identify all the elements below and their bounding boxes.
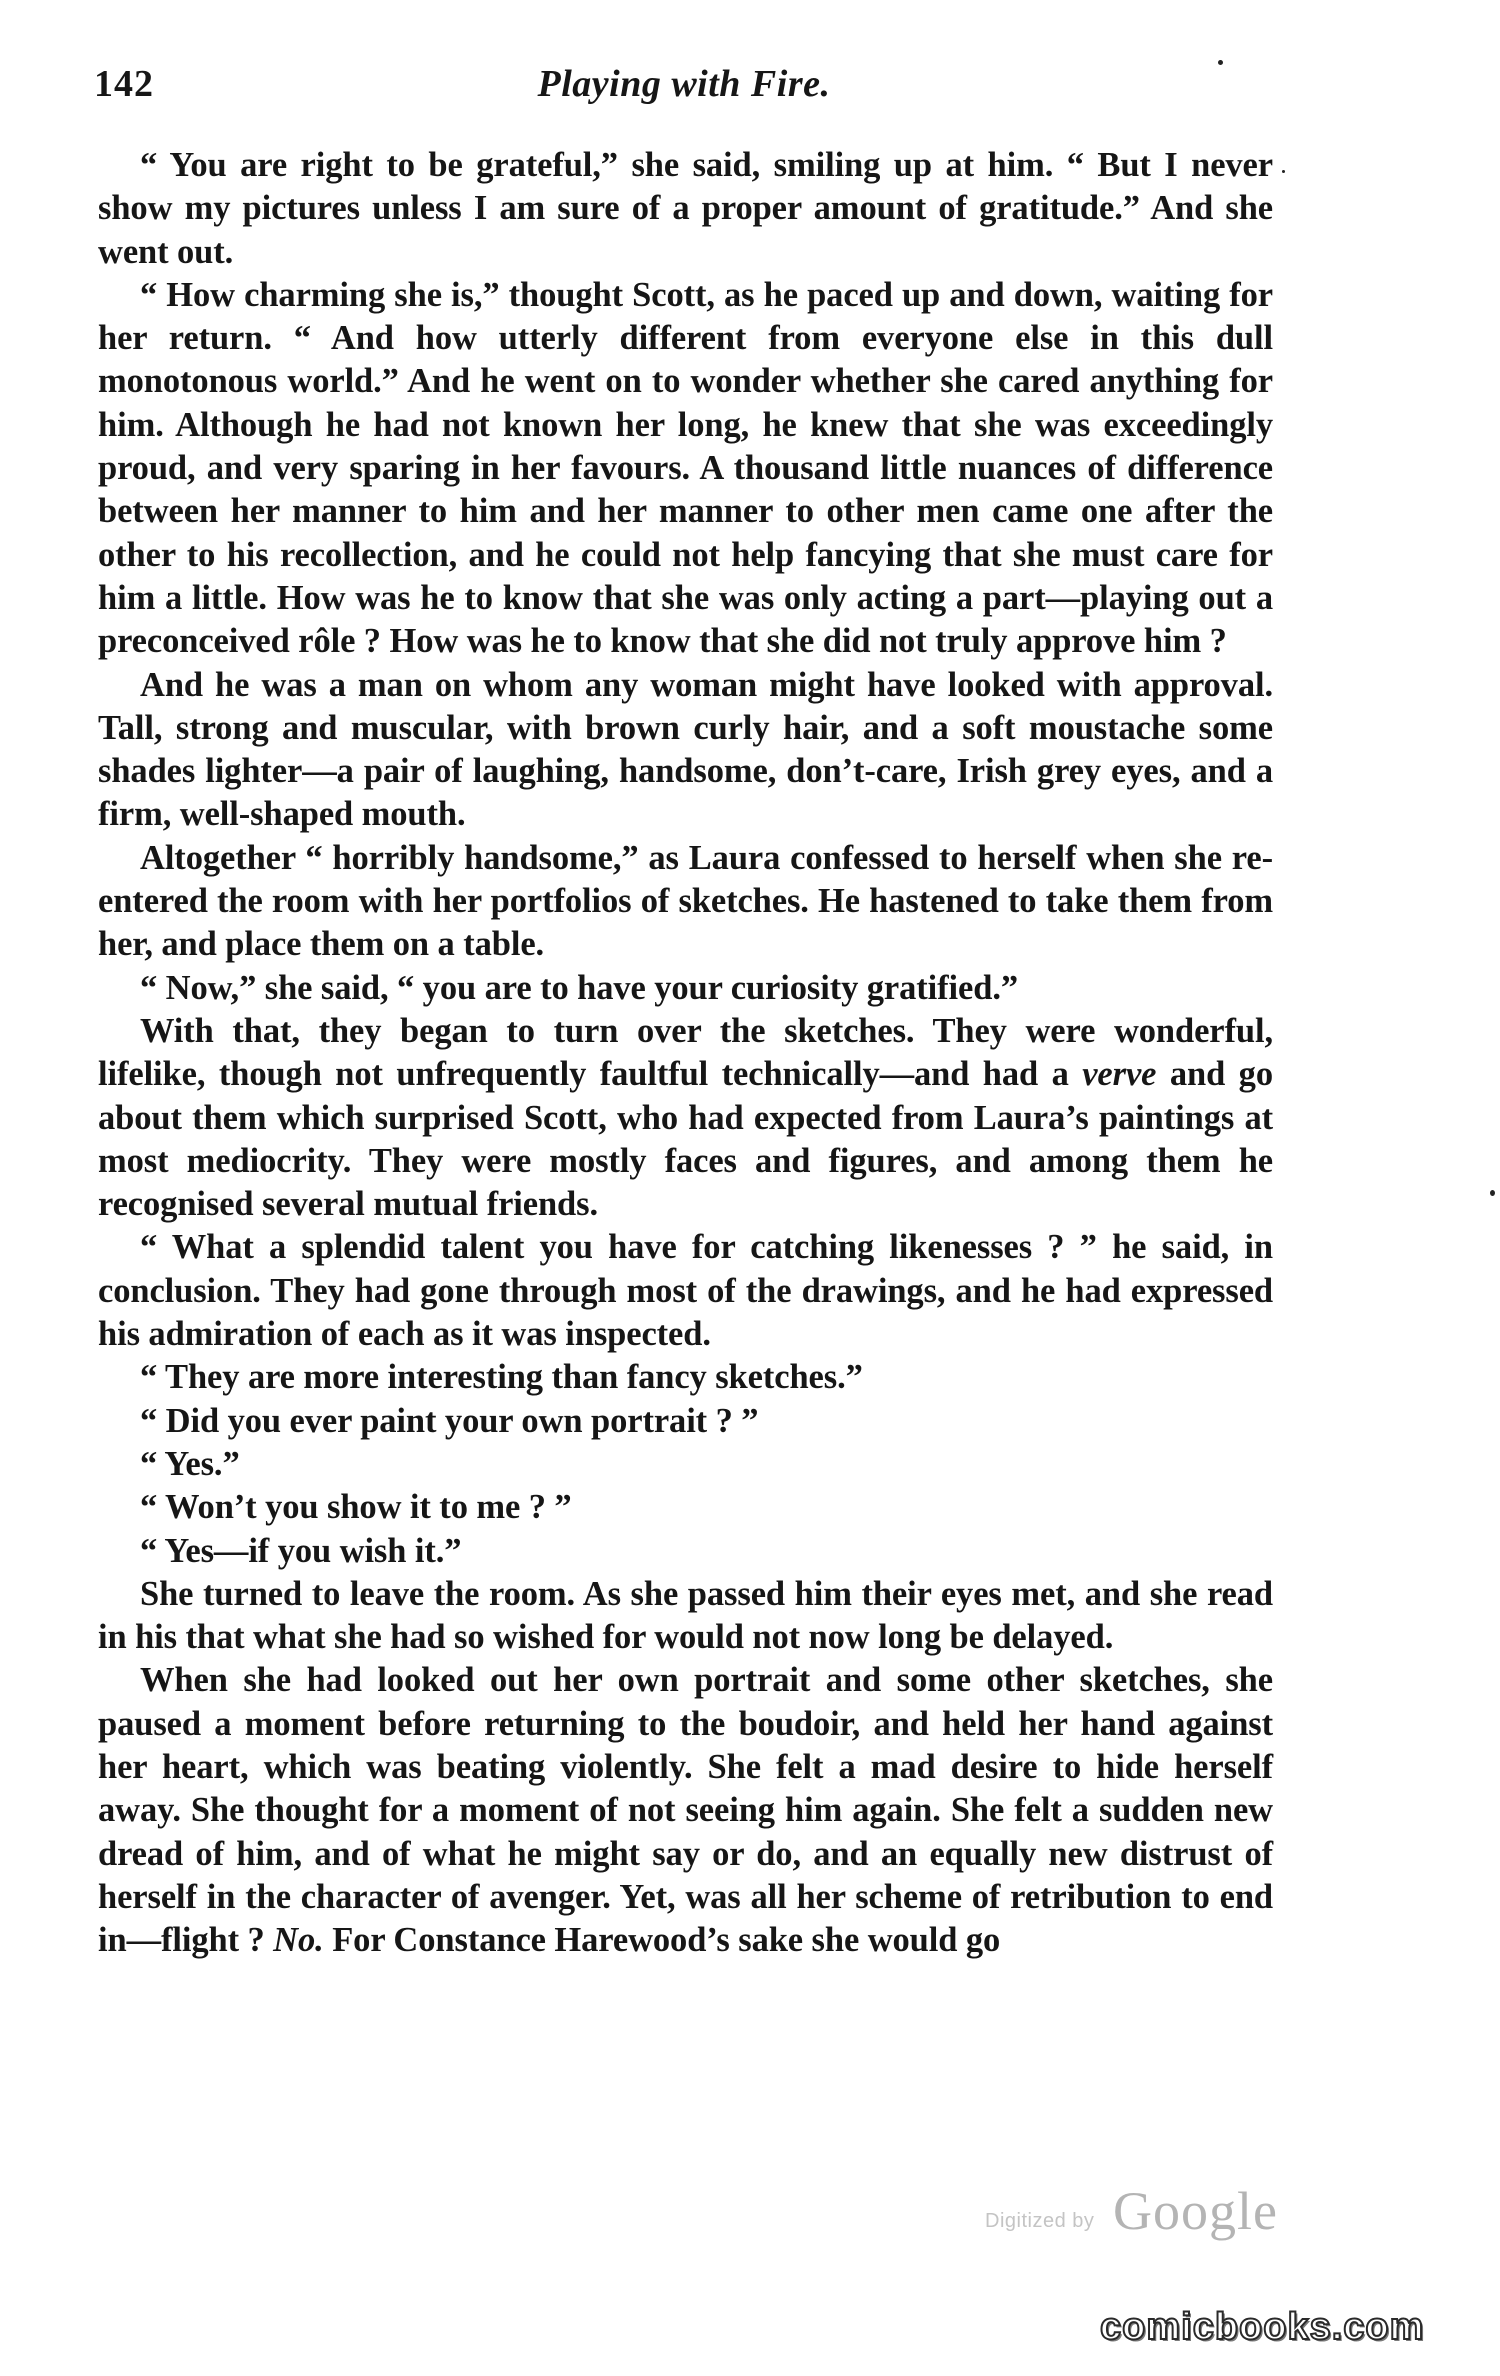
google-logo-text: Google: [1113, 2181, 1278, 2241]
paragraph: Altogether “ horribly handsome,” as Laura confessed to herself when she re-entered the room with her portfolios of sketches. He hastened to take them from her, and place them on a table.: [98, 838, 1273, 964]
paragraph: “ Did you ever paint your own portrait ? ”: [140, 1401, 759, 1440]
paragraph: “ What a splendid talent you have for catching likenesses ? ” he said, in conclusion. They had gone through most of the drawings, and he had expressed his admiration of each as it was inspected.: [98, 1228, 1273, 1354]
paragraph-text: When she had looked out her own portrait and some other sketches, she paused a moment before returning to the boudoir, and held her hand against her heart, which was beating violently. She felt a mad desire to hide herself away. She thought for a moment of not seeing him again. She felt a sudden new dread of him, and of what he might say or do, and an equally new distrust of herself in the character of avenger. Yet, was all her scheme of retribution to end in—flight ?: [98, 1661, 1273, 1960]
paragraph: And he was a man on whom any woman might have looked with approval. Tall, strong and muscular, with brown curly hair, and a soft moustache some shades lighter—a pair of laughing, handsome, don’t-care, Irish grey eyes, and a firm, well-shaped mouth.: [98, 665, 1273, 834]
paragraph: “ You are right to be grateful,” she said, smiling up at him. “ But I never show my pictures unless I am sure of a proper amount of gratitude.” And she went out.: [98, 146, 1273, 271]
paragraph: [98, 1659, 1273, 1962]
speck: [1218, 60, 1223, 65]
running-head: [94, 62, 1274, 122]
speck: [1282, 170, 1285, 173]
paragraph: “ Now,” she said, “ you are to have your curiosity gratified.”: [140, 968, 1019, 1007]
paragraph: “ Won’t you show it to me ? ”: [140, 1488, 572, 1527]
paragraph-text: With that, they began to turn over the sketches. They were wonderful, lifelike, though not unfrequently faultful technically—and had a: [98, 1011, 1273, 1094]
digitized-by-label: Digitized by: [985, 2210, 1095, 2232]
paragraph: [98, 1010, 1273, 1226]
italic-word: No.: [273, 1921, 324, 1960]
italic-word: verve: [1082, 1055, 1157, 1094]
google-watermark: [985, 2180, 1305, 2250]
paragraph: She turned to leave the room. As she passed him their eyes met, and she read in his that what she had so wished for would not now long be delayed.: [98, 1574, 1273, 1657]
speck: [1490, 1190, 1495, 1196]
paragraph: “ They are more interesting than fancy sketches.”: [140, 1358, 863, 1397]
paragraph-text: For Constance Harewood’s sake she would go: [323, 1921, 1001, 1960]
paragraph: “ Yes.”: [140, 1444, 240, 1483]
site-watermark: comicbooks.com: [1100, 2306, 1425, 2348]
paragraph: “ How charming she is,” thought Scott, as he paced up and down, waiting for her return. “ And how utterly different from everyone else in this dull monotonous world.” And he went on to wonder whether she cared anything for him. Although he had not known her long, he knew that she was exceedingly proud, and very sparing in her favours. A thousand little nuances of difference between her manner to him and her manner to other men came one after the other to his recollection, and he could not help fancying that she must care for him a little. How was he to know that she was only acting a part—playing out a preconceived rôle ? How was he to know that she did not truly approve him ?: [98, 275, 1273, 661]
body-text: [98, 144, 1273, 1962]
page-number: 142: [94, 63, 154, 105]
paragraph-text: and go about them which surprised Scott, who had expected from Laura’s paintings at most mediocrity. They were mostly faces and figures, and among them he recognised several mutual friends.: [98, 1055, 1273, 1224]
paragraph: “ Yes—if you wish it.”: [140, 1531, 462, 1570]
running-title: Playing with Fire.: [537, 63, 831, 105]
